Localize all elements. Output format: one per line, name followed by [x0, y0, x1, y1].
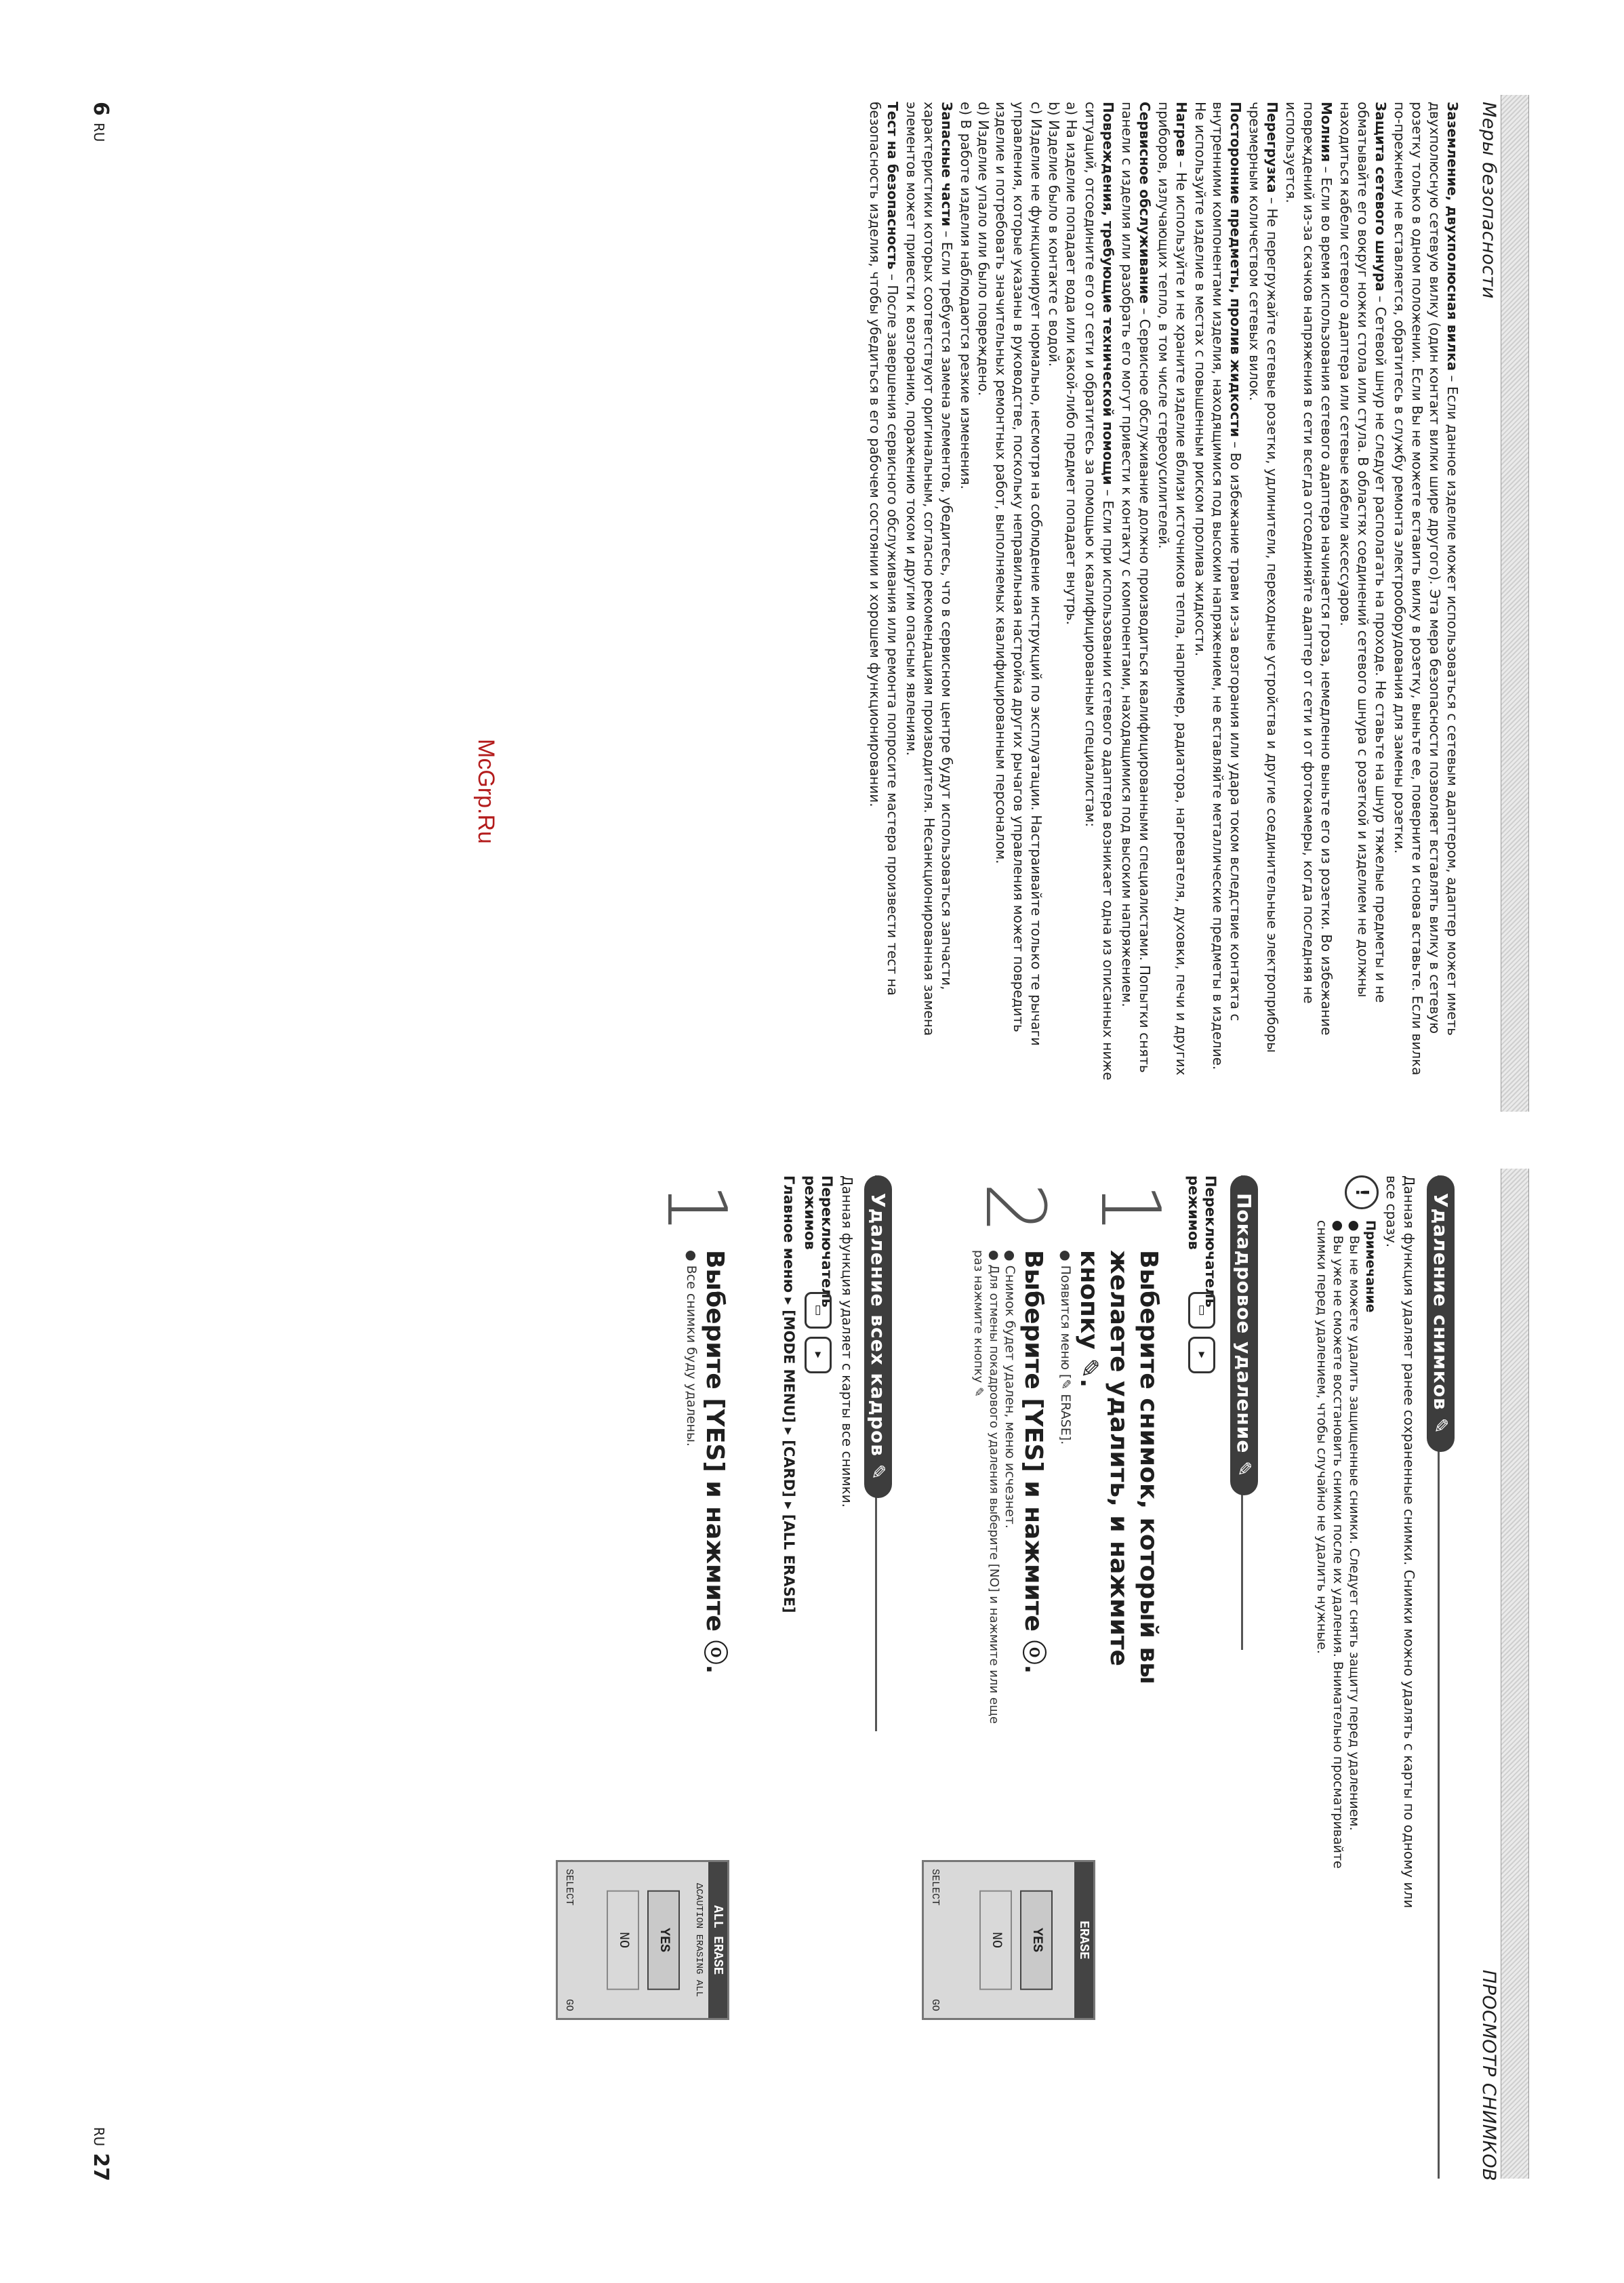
right-page: [38, 1142, 1529, 2283]
single-step2-title: Выберите [YES] и нажмите ⓞ.: [1019, 1250, 1047, 1674]
note-item: ● Вы уже не сможете восстановить снимки после их удаления. Внимательно просматривайте снимки перед удалением, чтобы случайно не удалить нужные.: [1314, 1220, 1345, 1869]
single-step1: [1057, 1250, 1163, 1724]
right-page-title: ПРОСМОТР СНИМКОВ: [1478, 1969, 1499, 2181]
left-page-title: Меры безопасности: [1478, 102, 1499, 299]
safety-item: Защита сетевого шнура – Сетевой шнур не следует располагать на проходе. Не ставьте на шнур тяжелые предметы и не обматывайте его вокруг ножки стола или стула. В областях соединений сетевого шнура с розеткой и изделием не должны находиться кабели сетевого адаптера или сетевые кабели аксессуаров.: [1337, 102, 1389, 1003]
page-lang: RU: [91, 2126, 107, 2147]
all-step1-title: Выберите [YES] и нажмите ⓞ.: [701, 1250, 729, 1674]
single-erase-title: Покадровое удаление ✎: [1230, 1175, 1258, 1495]
single-step1-bullet: ● Появится меню [✎ ERASE].: [1058, 1250, 1073, 1445]
left-header-bar: [1501, 95, 1529, 1112]
watermark: McGrp.Ru: [473, 739, 499, 844]
safety-subitem: e) В работе изделия наблюдаются резкие изменения.: [958, 102, 974, 489]
page-number: 6: [89, 102, 113, 116]
erase-lcd-screen: [922, 1860, 1095, 2020]
playback-mode-icon: ▸: [805, 1337, 832, 1373]
safety-text: [866, 102, 1461, 1085]
safety-item: Запасные части – Если требуется замена элементов, убедитесь, что в сервисном центре будут использоваться запчасти, характеристики которых соответствуют оригинальным, согласно рекомендациям производителя. Несанкционированная замена элементов может привести к возгоранию, поражению током и другим опасным явлениям.: [904, 102, 955, 1036]
safety-item: Молния – Если во время использования сетевого адаптера начинается гроза, немедленно выньте его из розетки. Во избежание повреждений из-за скачков напряжения в сети всегда отсоединяйте адаптер от сети и от фотокамеры, когда последняя не используется.: [1283, 102, 1335, 1036]
single-erase-header: [1228, 1175, 1258, 1650]
erase-section: [1314, 1175, 1455, 2179]
lcd-no-option[interactable]: NO: [979, 1891, 1012, 1990]
all-erase-lcd-screen: [556, 1860, 729, 2020]
safety-subitem: a) На изделие попадает вода или какой-либо предмет попадает внутрь.: [1063, 102, 1080, 626]
right-page-footer: [89, 2120, 113, 2181]
lcd-caution: ΔCAUTION ERASING ALL: [693, 1882, 704, 1998]
safety-item: Нагрев – Не используйте и не храните изделие вблизи источников тепла, например, радиатора, нагревателя, духовки, печи и других приборов, излучающих тепло, в том числе стереоусилителей.: [1156, 102, 1190, 1076]
single-step2-number: 2: [967, 1182, 1061, 1234]
page-lang: RU: [91, 122, 107, 142]
mode-switch-label: Переключатель режимов: [1185, 1175, 1219, 1308]
lcd-footer: SELECT GO: [929, 1869, 941, 2011]
all-erase-title: Удаление всех кадров ✎: [864, 1175, 892, 1498]
safety-item: Посторонние предметы, пролив жидкости – Во избежание травм из-за возгорания или удара током вследствие контакта с внутренними компонентами изделия, находящимися под высоким напряжением, не вставляйте металлические предметы в изделие. Не используйте изделие в местах с повышенным риском пролива жидкости.: [1192, 102, 1244, 1070]
all-erase-header: [862, 1175, 892, 1731]
camera-mode-icon: ▭: [1188, 1292, 1215, 1329]
lcd-no-option[interactable]: NO: [607, 1891, 639, 1990]
safety-item: Тест на безопасность – После завершения сервисного обслуживания или ремонта попросите мастера произвести тест на безопасность изделия, чтобы убедиться в его рабочем состоянии и хорошем функционировании.: [867, 102, 901, 996]
lcd-title: ERASE: [1074, 1862, 1093, 2018]
erase-section-header: [1425, 1175, 1455, 2179]
camera-mode-icon: ▭: [805, 1292, 832, 1329]
note-item: ● Вы не можете удалить защищенные снимки. Следует снять защиту перед удалением.: [1347, 1220, 1362, 1831]
all-step1-bullet: ● Все снимки буду удалены.: [684, 1250, 699, 1447]
safety-item: Повреждения, требующие технической помощи – Если при использовании сетевого адаптера возникает одна из описанных ниже ситуаций, отсоедините его от сети и обратитесь за помощью к квалифицированным специалистам:: [1082, 102, 1116, 1080]
single-step2-bullet: ● Снимок будет удален, меню исчезнет.: [1002, 1250, 1017, 1529]
all-step1-number: 1: [649, 1182, 743, 1234]
safety-item: Заземление, двухполюсная вилка – Если данное изделие может использоваться с сетевым адаптером, адаптер может иметь двухполюсную сетевую вилку (один контакт вилки шире другого). Эта мера безопасности позволяет вставлять вилку в сетевую розетку только в одном положении. Если Вы не можете вставить вилку в розетку, выньте ее, поверните и снова вставьте. Если вилка по-прежнему не вставляется, обратитесь в службу ремонта электрооборудования для замены розетки.: [1392, 102, 1461, 1076]
all-mode-switch-row: [801, 1175, 835, 2179]
safety-item: Перегрузка – Не перегружайте сетевые розетки, удлинители, переходные устройства и другие соединительные электроприборы чрезмерным количеством сетевых вилок.: [1246, 102, 1280, 1053]
single-step1-number: 1: [1082, 1182, 1177, 1234]
safety-subitem: c) Изделие не функционирует нормально, несмотря на соблюдение инструкций по эксплуатации. Настраивайте только те рычаги управления, которые указаны в руководстве, поскольку неправильная настройка других рычагов управления может повредить изделие и потребовать значительных ремонтных работ, выполняемых квалифицированным персоналом.: [993, 102, 1044, 1047]
left-page: [38, 0, 1529, 1142]
menu-path: Главное меню ▸ [MODE MENU] ▸ [CARD] ▸ [ALL ERASE]: [781, 1175, 797, 1613]
playback-mode-icon: ▸: [1188, 1337, 1215, 1373]
page-number: 27: [89, 2153, 113, 2181]
safety-item: Сервисное обслуживание – Сервисное обслуживание должно производиться квалифицированными специалистами. Попытки снять панели с изделия или разобрать его могут привести к контакту с компонентами, находящимися под высоким напряжением.: [1119, 102, 1153, 1073]
lcd-title: ALL ERASE: [708, 1862, 727, 2018]
single-step1-title: Выберите снимок, который вы желаете удалить, и нажмите кнопку ✎.: [1075, 1250, 1162, 1684]
all-step1: [683, 1250, 729, 1724]
left-page-footer: [89, 102, 113, 148]
note-title: Примечание: [1363, 1220, 1378, 1313]
single-step2: [971, 1250, 1048, 1738]
safety-subitem: b) Изделие было в контакте с водой.: [1046, 102, 1062, 367]
all-erase-section: [780, 1175, 892, 2179]
right-header-bar: [1501, 1169, 1529, 2179]
single-step2-bullet: ● Для отмены покадрового удаления выберите [NO] и нажмите или еще раз нажмите кнопку ✎: [971, 1250, 1001, 1724]
safety-subitem: d) Изделие упало или было повреждено.: [975, 102, 992, 397]
all-erase-intro: Данная функция удаляет с карты все снимки.: [839, 1175, 855, 1508]
lcd-yes-option[interactable]: YES: [1020, 1891, 1053, 1990]
note-icon: !: [1345, 1175, 1379, 1209]
lcd-yes-option[interactable]: YES: [647, 1891, 680, 1990]
note-block: [1314, 1175, 1379, 2179]
single-erase-section: [1185, 1175, 1258, 2179]
mode-switch-label: Переключатель режимов: [802, 1175, 835, 1308]
erase-intro: Данная функция удаляет ранее сохраненные снимки. Снимки можно удалять с карты по одному или все сразу.: [1383, 1175, 1417, 1909]
erase-section-title: Удаление снимков ✎: [1427, 1175, 1455, 1452]
mode-switch-row: [1185, 1175, 1219, 2179]
lcd-footer: SELECT GO: [563, 1869, 575, 2011]
